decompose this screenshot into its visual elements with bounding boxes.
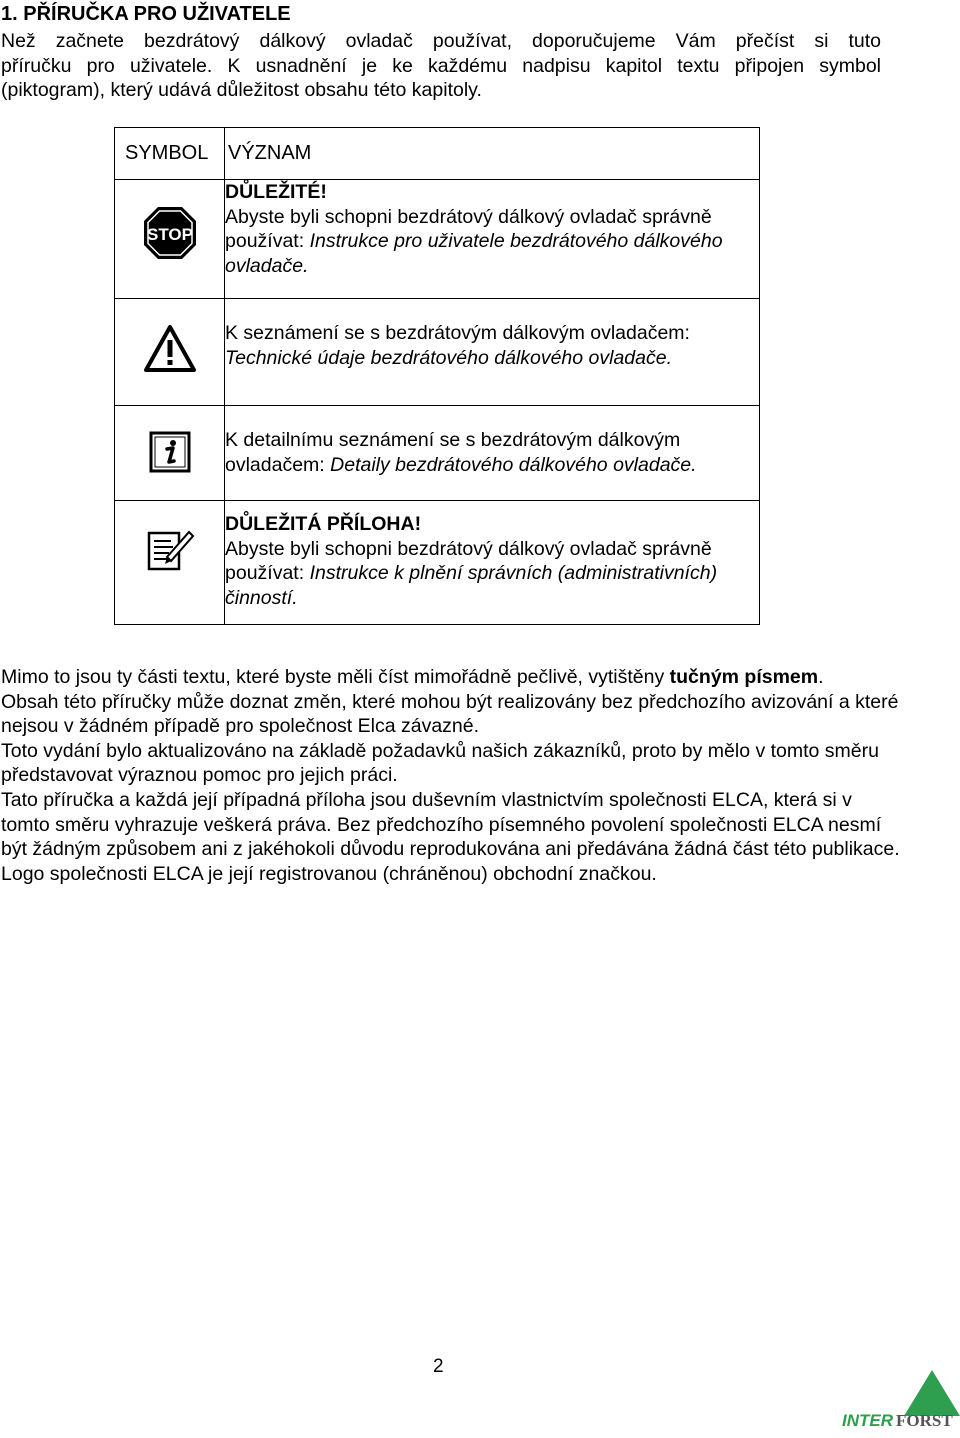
- body-paragraph: Obsah této příručky může doznat změn, které mohou být realizovány bez předchozího avizování a které nejsou v žádném případě pro společnost Elca závazné.: [1, 690, 899, 738]
- body-text: [1, 665, 901, 886]
- page-number: 2: [433, 1356, 444, 1377]
- intro-line-2: příručku pro uživatele. K usnadnění je ke každému nadpisu kapitol textu připojen symbol: [1, 54, 881, 77]
- svg-text:FORST: FORST: [896, 1411, 953, 1430]
- table-row: [115, 406, 760, 501]
- row-description: Abyste byli schopni bezdrátový dálkový ovladač správně používat: Instrukce k plnění správních (administrativních) činností.: [225, 537, 718, 609]
- svg-text:STOP: STOP: [146, 225, 193, 244]
- row-title: DŮLEŽITÉ!: [225, 181, 327, 203]
- warning-icon: [143, 324, 197, 374]
- row-description: K detailnímu seznámení se s bezdrátovým dálkovým ovladačem: Detaily bezdrátového dálkového ovladače.: [225, 429, 697, 476]
- body-paragraph: Mimo to jsou ty části textu, které byste měli číst mimořádně pečlivě, vytištěny tučným písmem.: [1, 666, 824, 688]
- row-description: Abyste byli schopni bezdrátový dálkový ovladač správně používat: Instrukce pro uživatele bezdrátového dálkového ovladače.: [225, 205, 723, 277]
- intro-line-1: Než začnete bezdrátový dálkový ovladač používat, doporučujeme Vám přečíst si tuto: [1, 30, 881, 52]
- body-paragraph: Tato příručka a každá její případná příloha jsou duševním vlastnictvím společnosti ELCA, která si v tomto směru vyhrazuje veškerá práva. Bez předchozího písemného povolení společnosti ELCA nesmí být žádným způsobem ani z jakéhokoli důvodu reprodukována ani předávána žádná část této publikace.: [1, 788, 900, 861]
- stop-icon: [142, 205, 198, 261]
- symbol-table: [114, 127, 760, 625]
- col-meaning-header: VÝZNAM: [225, 128, 760, 180]
- table-row: [115, 501, 760, 625]
- table-row: [115, 299, 760, 406]
- info-icon: [148, 430, 192, 474]
- interforst-logo: [840, 1366, 960, 1438]
- table-row: [115, 180, 760, 299]
- intro-paragraph: [1, 29, 881, 103]
- col-symbol-header: SYMBOL: [115, 128, 225, 180]
- row-description: K seznámení se s bezdrátovým dálkovým ovladačem: Technické údaje bezdrátového dálkového ovladače.: [225, 322, 690, 369]
- note-icon: [145, 527, 195, 573]
- body-paragraph: Toto vydání bylo aktualizováno na základě požadavků našich zákazníků, proto by mělo v tomto směru představovat výraznou pomoc pro jejich práci.: [1, 739, 879, 787]
- body-paragraph: Logo společnosti ELCA je její registrovanou (chráněnou) obchodní značkou.: [1, 862, 657, 885]
- svg-text:INTER: INTER: [842, 1411, 893, 1430]
- section-heading: 1. PŘÍRUČKA PRO UŽIVATELE: [1, 3, 291, 25]
- table-header-row: [115, 128, 760, 180]
- intro-line-3: (piktogram), který udává důležitost obsahu této kapitoly.: [1, 79, 482, 102]
- row-title: DŮLEŽITÁ PŘÍLOHA!: [225, 513, 422, 535]
